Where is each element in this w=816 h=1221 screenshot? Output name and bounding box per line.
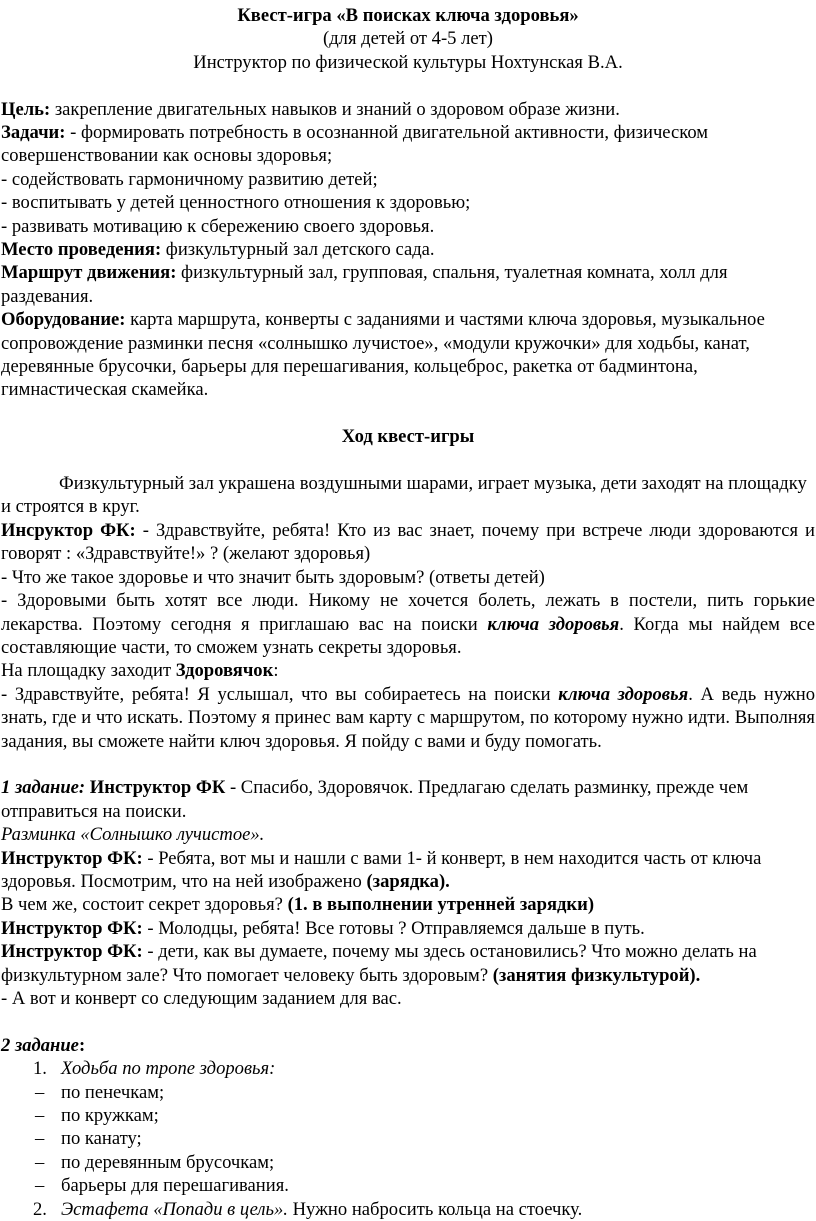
instructor-greeting-text: - Здравствуйте, ребята! Кто из вас знает, почему при встрече люди здороваются и говорят : «Здравствуйте!» ? (желают здоровья) xyxy=(1,519,815,565)
question-text: - дети, как вы думаете, почему мы здесь остановились? Что можно делать на физкультурном зале? Что помогает человеку быть здоровым? xyxy=(1,941,757,986)
envelope-answer: (зарядка). xyxy=(366,870,450,892)
list-item-text: барьеры для перешагивания. xyxy=(61,1175,289,1197)
task2-label: 2 задание xyxy=(1,1034,79,1056)
instructor-label: Инструктор ФК: xyxy=(1,847,143,869)
praise-text: - Молодцы, ребята! Все готовы ? Отправляемся дальше в путь. xyxy=(142,917,645,939)
instructor-praise xyxy=(1,917,815,940)
goal-text: закрепление двигательных навыков и знаний о здоровом образе жизни. xyxy=(50,98,620,120)
doc-title: Квест-игра «В поисках ключа здоровья» xyxy=(237,5,579,26)
place-text: физкультурный зал детского сада. xyxy=(161,239,435,261)
speech-text-end: . А ведь нужно знать, где и что искать. Поэтому я принес вам карту с маршрутом, по которому нужно идти. Выполняя задания, вы сможете найти ключ здоровья. Я пойду с вами и буду помогать. xyxy=(1,683,815,752)
place-label: Место проведения: xyxy=(1,239,162,261)
spacer xyxy=(1,753,815,776)
instructor-label: Инструктор ФК: xyxy=(1,917,143,939)
list-item xyxy=(1,1081,815,1104)
tasks-paragraph xyxy=(1,121,815,168)
task-line-3: - воспитывать у детей ценностного отношения к здоровью; xyxy=(1,192,471,214)
course-heading: Ход квест-игры xyxy=(341,426,475,448)
dash-marker: – xyxy=(35,1105,45,1127)
spacer xyxy=(1,402,815,425)
list-item xyxy=(1,1151,815,1174)
instructor-question xyxy=(1,940,815,987)
question-answer: (занятия физкультурой). xyxy=(492,964,701,986)
task-line-2: - содействовать гармоничному развитию детей; xyxy=(1,168,378,190)
secret-answer: (1. в выполнении утренней зарядки) xyxy=(287,894,595,916)
place-paragraph xyxy=(1,238,815,261)
invitation-text-end: . Когда мы найдем все составляющие части, то сможем узнать секреты здоровья. xyxy=(1,613,815,658)
goal-label: Цель: xyxy=(1,98,51,120)
list-item-text: по кружкам; xyxy=(61,1105,159,1127)
doc-age: (для детей от 4-5 лет) xyxy=(323,28,493,50)
health-question: - Что же такое здоровье и что значит быть здоровым? (ответы детей) xyxy=(1,566,545,588)
warmup-title: Разминка «Солнышко лучистое». xyxy=(1,824,265,846)
equipment-text: карта маршрута, конверты с заданиями и частями ключа здоровья, музыкальное сопровождение разминки песня «солнышко лучистое», «модули кружочки» для ходьбы, канат, деревянные брусочки, барьеры для перешагивания, кольцеброс, ракетка от бадминтона, гимнастическая скамейка. xyxy=(1,309,765,401)
instructor-envelope-1 xyxy=(1,847,815,894)
list-item-text: по пенечкам; xyxy=(61,1081,165,1103)
invitation-paragraph xyxy=(1,589,815,659)
list-item xyxy=(1,1127,815,1150)
doc-author: Инструктор по физической культуры Нохтунская В.А. xyxy=(193,51,623,73)
list-item xyxy=(1,1057,815,1080)
list-item-text: Ходьба по тропе здоровья: xyxy=(61,1058,276,1080)
route-label: Маршрут движения: xyxy=(1,262,177,284)
list-item xyxy=(1,1198,815,1221)
list-item-text: по канату; xyxy=(61,1128,142,1150)
tasks-text: - формировать потребность в осознанной двигательной активности, физическом совершенствовании как основы здоровья; xyxy=(1,122,709,167)
zdorovyachok-enters xyxy=(1,659,815,682)
dash-marker: – xyxy=(35,1151,45,1173)
zdorovyachok-name: Здоровячок xyxy=(175,660,274,682)
route-paragraph xyxy=(1,261,815,308)
task2-heading xyxy=(1,1034,815,1057)
invitation-text: - Здоровыми быть хотят все люди. Никому не хочется болеть, лежать в постели, пить горькие лекарства. Поэтому сегодня я приглашаю вас на поиски xyxy=(1,590,815,635)
list-item-text: по деревянным брусочкам; xyxy=(61,1151,275,1173)
goal-paragraph xyxy=(1,98,815,121)
key-emphasis: ключа здоровья xyxy=(487,613,620,635)
zdorovyachok-speech xyxy=(1,683,815,753)
list-item xyxy=(1,1104,815,1127)
instructor-greeting xyxy=(1,519,815,566)
relay-text: Нужно набросить кольца на стоечку. xyxy=(287,1198,583,1220)
task1-speaker: Инструктор ФК xyxy=(85,777,226,799)
instructor-label: Инструктор ФК: xyxy=(1,941,143,963)
list-item xyxy=(1,1174,815,1197)
equipment-paragraph xyxy=(1,308,815,402)
spacer xyxy=(1,74,815,97)
instructor-label: Инсруктор ФК: xyxy=(1,519,136,541)
task1-intro xyxy=(1,776,815,823)
dash-marker: – xyxy=(35,1128,45,1150)
list-number: 1. xyxy=(33,1058,47,1080)
task1-label: 1 задание: xyxy=(1,777,86,799)
dash-marker: – xyxy=(35,1081,45,1103)
envelope-text: - Ребята, вот мы и нашли с вами 1- й конверт, в нем находится часть от ключа здоровья. Посмотрим, что на ней изображено xyxy=(1,847,762,892)
list-item-text xyxy=(61,1198,582,1221)
task1-text: - Спасибо, Здоровячок. Предлагаю сделать разминку, прежде чем отправиться на поиски. xyxy=(1,777,749,822)
tasks-label: Задачи: xyxy=(1,122,66,144)
enters-colon: : xyxy=(273,660,279,682)
spacer xyxy=(1,449,815,472)
equipment-label: Оборудование: xyxy=(1,309,126,331)
secret-text: В чем же, состоит секрет здоровья? xyxy=(1,894,288,916)
route-text: физкультурный зал, групповая, спальня, туалетная комната, холл для раздевания. xyxy=(1,262,728,307)
task-line-4: - развивать мотивацию к сбережению своего здоровья. xyxy=(1,215,435,237)
enters-text: На площадку заходит xyxy=(1,660,176,682)
task2-colon: : xyxy=(78,1034,86,1056)
key-emphasis: ключа здоровья xyxy=(558,683,689,705)
spacer xyxy=(1,1010,815,1033)
course-intro-paragraph: Физкультурный зал украшена воздушными шарами, играет музыка, дети заходят на площадку и строятся в круг. xyxy=(1,473,807,518)
relay-title: Эстафета «Попади в цель». xyxy=(61,1198,288,1220)
speech-text: - Здравствуйте, ребята! Я услышал, что вы собираетесь на поиски xyxy=(1,683,559,705)
next-envelope: - А вот и конверт со следующим заданием для вас. xyxy=(1,988,402,1009)
secret-question xyxy=(1,893,815,916)
list-number: 2. xyxy=(33,1198,47,1220)
dash-marker: – xyxy=(35,1175,45,1197)
